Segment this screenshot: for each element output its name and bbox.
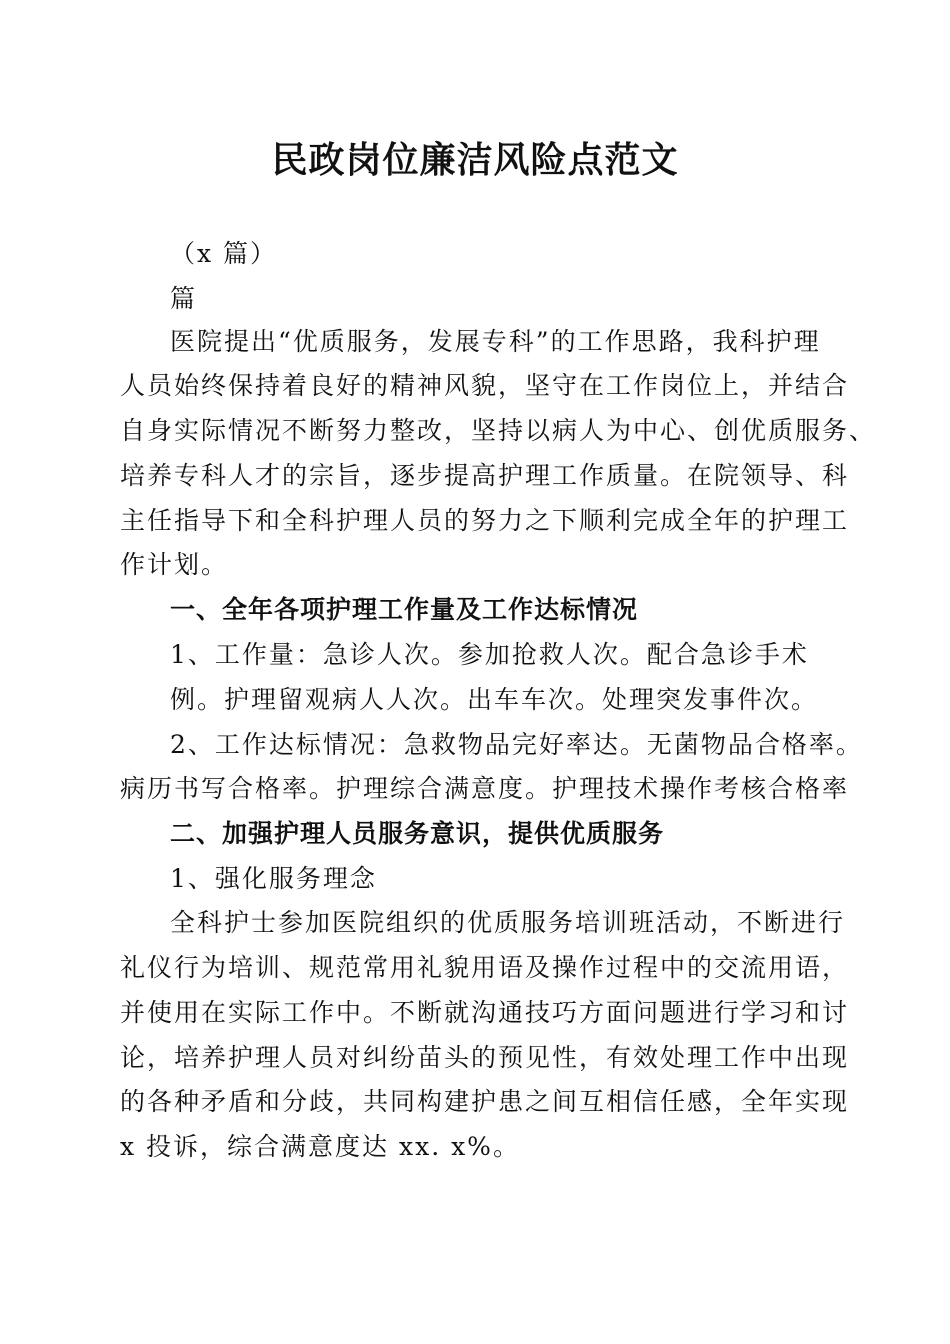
item1-line: 例。护理留观病人人次。出车车次。处理突发事件次。 [170,685,819,714]
document-title: 民政岗位廉洁风险点范文 [271,139,679,181]
para1-line: 培养专科人才的宗旨，逐步提高护理工作质量。在院领导、科 [120,461,850,490]
subheading-1: 1、强化服务理念 [170,864,377,893]
subtitle: （x 篇） [170,239,278,268]
item2-line: 病历书写合格率。护理综合满意度。护理技术操作考核合格率 [120,774,850,803]
section-label: 篇 [170,284,198,313]
para2-line: 论，培养护理人员对纠纷苗头的预见性，有效处理工作中出现 [120,1043,850,1072]
para1-line: 作计划。 [120,550,229,579]
para1-line: 主任指导下和全科护理人员的努力之下顺利完成全年的护理工 [120,506,850,535]
heading-1: 一、全年各项护理工作量及工作达标情况 [170,595,639,624]
para2-line: 并使用在实际工作中。不断就沟通技巧方面问题进行学习和讨 [120,998,850,1027]
para1-line: 医院提出“优质服务，发展专科”的工作思路，我科护理 [170,327,821,356]
para2-line: 礼仪行为培训、规范常用礼貌用语及操作过程中的交流用语， [120,953,850,982]
para1-line: 人员始终保持着良好的精神风貌，坚守在工作岗位上，并结合 [120,371,850,400]
para2-line: 的各种矛盾和分歧，共同构建护患之间互相信任感，全年实现 [120,1087,850,1116]
para2-line: x 投诉，综合满意度达 xx. x%。 [120,1132,520,1161]
para2-line: 全科护士参加医院组织的优质服务培训班活动，不断进行 [170,908,846,937]
item2-line: 2、工作达标情况：急救物品完好率达。无菌物品合格率。 [170,730,863,759]
item1-line: 1、工作量：急诊人次。参加抢救人次。配合急诊手术 [170,640,809,669]
para1-line: 自身实际情况不断努力整改，坚持以病人为中心、创优质服务、 [120,416,877,445]
heading-2: 二、加强护理人员服务意识，提供优质服务 [170,819,665,848]
